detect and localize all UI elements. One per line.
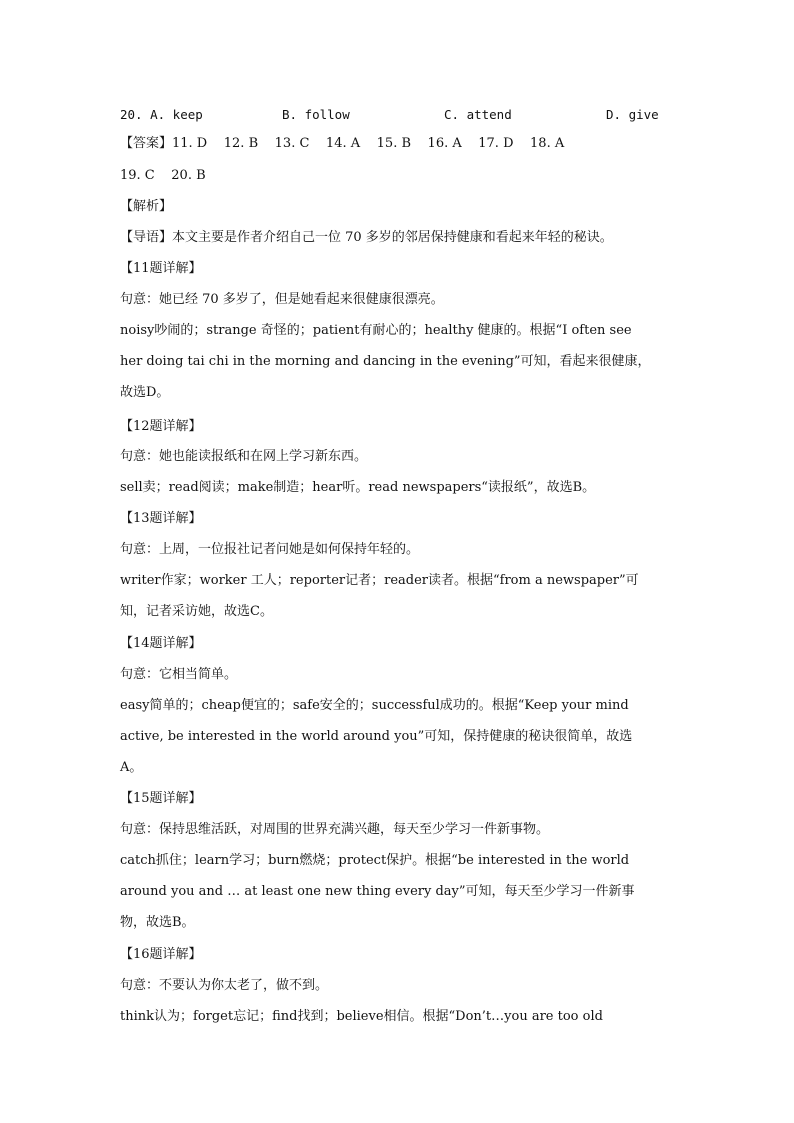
answer-key-line-2: 19. C 20. B <box>120 168 206 183</box>
q20-option-b: B. follow <box>282 107 350 122</box>
q16-explanation-line-1: think认为；forget忘记；find找到；believe相信。根据“Don’t…you are too old <box>120 1009 603 1024</box>
q14-heading: 【14题详解】 <box>120 636 202 651</box>
q13-explanation-line-2: 知，记者采访她，故选C。 <box>120 604 273 619</box>
q14-explanation-line-3: A。 <box>120 760 143 775</box>
q11-explanation-line-1: noisy吵闹的；strange 奇怪的；patient有耐心的；healthy 健康的。根据“I often see <box>120 323 632 338</box>
q12-explanation-line-1: sell卖；read阅读；make制造；hear听。read newspapers“读报纸”，故选B。 <box>120 480 596 495</box>
q15-meaning: 句意：保持思维活跃，对周围的世界充满兴趣，每天至少学习一件新事物。 <box>120 822 550 837</box>
q15-explanation-line-2: around you and … at least one new thing every day”可知，每天至少学习一件新事 <box>120 884 635 899</box>
guide-text: 【导语】本文主要是作者介绍自己一位 70 多岁的邻居保持健康和看起来年轻的秘诀。 <box>120 230 613 245</box>
answer-key-line-1: 【答案】11. D 12. B 13. C 14. A 15. B 16. A 17. D 18. A <box>120 136 565 151</box>
q20-option-c: C. attend <box>444 107 512 122</box>
q11-explanation-line-2: her doing tai chi in the morning and dancing in the evening”可知，看起来很健康， <box>120 354 651 369</box>
q16-heading: 【16题详解】 <box>120 947 202 962</box>
q20-option-d: D. give <box>606 107 659 122</box>
q15-explanation-line-1: catch抓住；learn学习；burn燃烧；protect保护。根据“be interested in the world <box>120 853 630 868</box>
q11-explanation-line-3: 故选D。 <box>120 385 170 400</box>
q14-explanation-line-2: active, be interested in the world around you”可知，保持健康的秘诀很简单，故选 <box>120 729 633 744</box>
q13-explanation-line-1: writer作家；worker 工人；reporter记者；reader读者。根据“from a newspaper”可 <box>120 573 639 588</box>
q15-heading: 【15题详解】 <box>120 791 202 806</box>
q12-heading: 【12题详解】 <box>120 419 202 434</box>
q11-heading: 【11题详解】 <box>120 261 202 276</box>
q14-explanation-line-1: easy简单的；cheap便宜的；safe安全的；successful成功的。根据“Keep your mind <box>120 698 629 713</box>
q13-heading: 【13题详解】 <box>120 511 202 526</box>
analysis-heading: 【解析】 <box>120 199 173 214</box>
q15-explanation-line-3: 物，故选B。 <box>120 915 195 930</box>
q11-meaning: 句意：她已经 70 多岁了，但是她看起来很健康很漂亮。 <box>120 292 444 307</box>
q13-meaning: 句意：上周，一位报社记者问她是如何保持年轻的。 <box>120 542 420 557</box>
q14-meaning: 句意：它相当简单。 <box>120 667 238 682</box>
q20-option-a: 20. A. keep <box>120 107 203 122</box>
q16-meaning: 句意：不要认为你太老了，做不到。 <box>120 978 329 993</box>
q12-meaning: 句意：她也能读报纸和在网上学习新东西。 <box>120 449 368 464</box>
